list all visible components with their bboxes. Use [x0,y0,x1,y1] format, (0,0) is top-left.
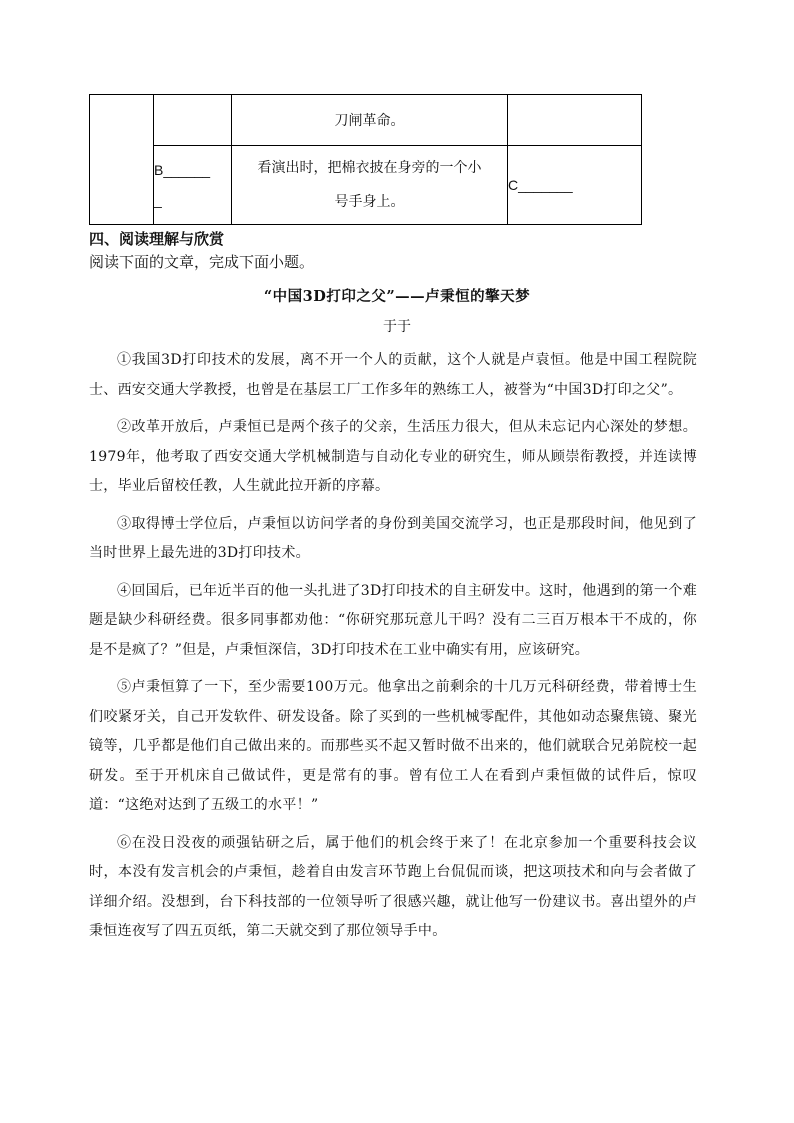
table-row [90,146,642,225]
paragraph: ⑥在没日没夜的顽强钻研之后，属于他们的机会终于来了！在北京参加一个重要科技会议时，本没有发言机会的卢秉恒，趁着自由发言环节跑上台侃侃而谈，把这项技术和向与会者做了详细介绍。没想到，台下科技部的一位领导听了很感兴趣，就让他写一份建议书。喜出望外的卢秉恒连夜写了四五页纸，第二天就交到了那位领导手中。 [89,834,697,939]
article-body [89,346,697,955]
section-instruction: 阅读下面的文章，完成下面小题。 [89,254,315,271]
table-cell-text [232,146,508,225]
answer-table [89,94,642,225]
blank-b-cell[interactable] [154,146,232,225]
table-cell-text [232,95,508,146]
blank-c-label: C_______ [508,177,573,193]
cell-text-line: 看演出时，把棉衣披在身旁的一个小 [257,160,482,176]
paragraph: ③取得博士学位后，卢秉恒以访问学者的身份到美国交流学习，也正是那段时间，他见到了当时世界上最先进的3D打印技术。 [89,515,697,561]
article-author: 于于 [383,319,411,335]
paragraph: ②改革开放后，卢秉恒已是两个孩子的父亲，生活压力很大，但从未忘记内心深处的梦想。1979年，他考取了西安交通大学机械制造与自动化专业的研究生，师从顾崇衔教授，并连读博士，毕业后留校任教，人生就此拉开新的序幕。 [89,419,697,494]
article-title: “中国3D打印之父”——卢秉恒的擎天梦 [263,288,531,305]
section-title: 四、阅读理解与欣赏 [89,231,225,248]
cell-text: 刀闸革命。 [334,113,405,129]
blank-b-label: B______ [154,162,211,178]
table-row [90,95,642,146]
cell-text-line: 号手身上。 [334,194,405,210]
table-cell-merged [90,95,154,225]
table-cell [508,95,642,146]
paragraph: ①我国3D打印技术的发展，离不开一个人的贡献，这个人就是卢袁恒。他是中国工程院院士、西安交通大学教授，也曾是在基层工厂工作多年的熟练工人，被誉为“中国3D打印之父”。 [89,352,697,398]
paragraph: ④回国后，已年近半百的他一头扎进了3D打印技术的自主研发中。这时，他遇到的第一个难题是缺少科研经费。很多同事都劝他：“你研究那玩意儿干吗？没有二三百万根本干不成的，你是不是疯了？”但是，卢秉恒深信，3D打印技术在工业中确实有用，应该研究。 [89,582,697,658]
table-cell [154,95,232,146]
blank-b-tail: _ [154,192,162,208]
blank-c-cell[interactable] [508,146,642,225]
paragraph: ⑤卢秉恒算了一下，至少需要100万元。他拿出之前剩余的十几万元科研经费，带着博士生们咬紧牙关，自己开发软件、研发设备。除了买到的一些机械零配件，其他如动态聚焦镜、聚光镜等，几乎都是他们自己做出来的。而那些买不起又暂时做不出来的，他们就联合兄弟院校一起研发。至于开机床自己做试件，更是常有的事。曾有位工人在看到卢秉恒做的试件后，惊叹道：“这绝对达到了五级工的水平！” [89,679,697,813]
